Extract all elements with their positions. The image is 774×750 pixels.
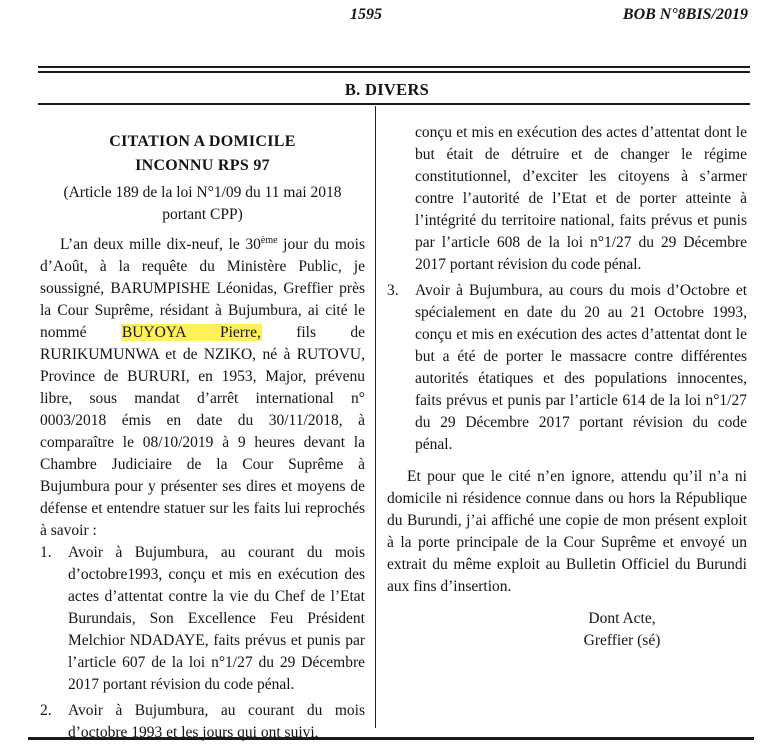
charge-text-3: Avoir à Bujumbura, au cours du mois d’Octobre et spécialement en date du 20 au 21 Octobre 1993, conçu et mis en exécution des actes d’attentat dont le but a été de porter le massacre contre différentes autorités étatiques et des populations innocentes, faits prévus et punis par l’article 614 de la loi n°1/27 du 29 Décembre 2017 portant révision du code pénal. [415, 282, 747, 453]
signature-block [387, 608, 747, 652]
citation-subtitle [40, 182, 365, 226]
charge-text-2-start: Avoir à Bujumbura, au courant du mois d’octobre 1993 et les jours qui ont suivi, [68, 702, 365, 742]
top-rule-second [38, 71, 750, 73]
journal-reference: BOB N°8BIS/2019 [622, 6, 748, 23]
signature-line1: Dont Acte, [588, 610, 656, 627]
section-rule [38, 103, 750, 105]
intro-text-c: fils de RURIKUMUNWA et de NZIKO, né à RUTOVU, Province de BURURI, en 1953, Major, prévenu libre, sous mandat d’arrêt international n° 0003/2018 émis en date du 30/11/2018, à comparaître le 08/10/2019 à 9 heures devant la Chambre Judiciaire de la Cour Suprême à Bujumbura pour y présenter ses dires et moyens de défense et entendre statuer sur les faits lui reprochés à savoir : [40, 324, 365, 540]
citation-subtitle-line1: (Article 189 de la loi N°1/09 du 11 mai 2018 [63, 184, 342, 201]
top-rule [38, 66, 750, 68]
intro-paragraph [40, 230, 365, 542]
highlighted-name: BUYOYA Pierre, [121, 324, 261, 342]
charge-item-1 [40, 542, 365, 696]
citation-title-line1: CITATION A DOMICILE [109, 133, 296, 150]
charge-number-3: 3. [387, 282, 399, 299]
charge-text-2-end: conçu et mis en exécution des actes d’attentat dont le but était de détruire et de changer le régime constitutionnel, d’exciter les citoyens à s’armer contre l’autorité de l’Etat et de porter atteinte à l’intégrité du territoire national, faits prévus et punis par l’article 608 de la loi n°1/27 du 29 Décembre 2017 portant révision du code pénal. [415, 124, 747, 273]
citation-title-line2: INCONNU RPS 97 [135, 157, 270, 174]
charge-number-1: 1. [40, 544, 52, 562]
section-title: B. DIVERS [344, 80, 430, 99]
page-number: 1595 [350, 6, 382, 23]
intro-text-a: L’an deux mille dix-neuf, le 30 [60, 236, 261, 254]
bottom-rule [28, 737, 754, 740]
charge-number-2: 2. [40, 702, 52, 720]
intro-superscript: ème [260, 235, 278, 246]
charge-item-2-continued [387, 122, 747, 276]
closing-paragraph: Et pour que le cité n’en ignore, attendu qu’il n’a ni domicile ni résidence connue dans ou hors la République du Burundi, j’ai affiché une copie de mon présent exploit à la porte principale de la Cour Suprême et envoyé un extrait du même exploit au Bulletin Officiel du Burundi aux fins d’insertion. [387, 468, 747, 595]
charge-text-1: Avoir à Bujumbura, au courant du mois d’octobre1993, conçu et mis en exécution des actes d’attentat contre la vie du Chef de l’Etat Burundais, Son Excellence Feu Président Melchior NDADAYE, faits prévus et punis par l’article 607 de la loi n°1/27 du 29 Décembre 2017 portant révision du code pénal. [68, 544, 365, 694]
left-column [40, 130, 365, 744]
column-divider [375, 106, 376, 728]
citation-subtitle-line2: portant CPP) [162, 206, 243, 223]
charge-item-3 [387, 280, 747, 456]
citation-title [40, 130, 365, 178]
page-header [0, 0, 774, 60]
signature-line2: Greffier (sé) [583, 632, 661, 649]
intro-text-b: jour du mois d’Août, à la requête du Ministère Public, je soussigné, BARUMPISHE Léonidas, Greffier près la Cour Suprême, résidant à Bujumbura, ai cité le nommé [40, 236, 365, 342]
right-column [387, 122, 747, 652]
